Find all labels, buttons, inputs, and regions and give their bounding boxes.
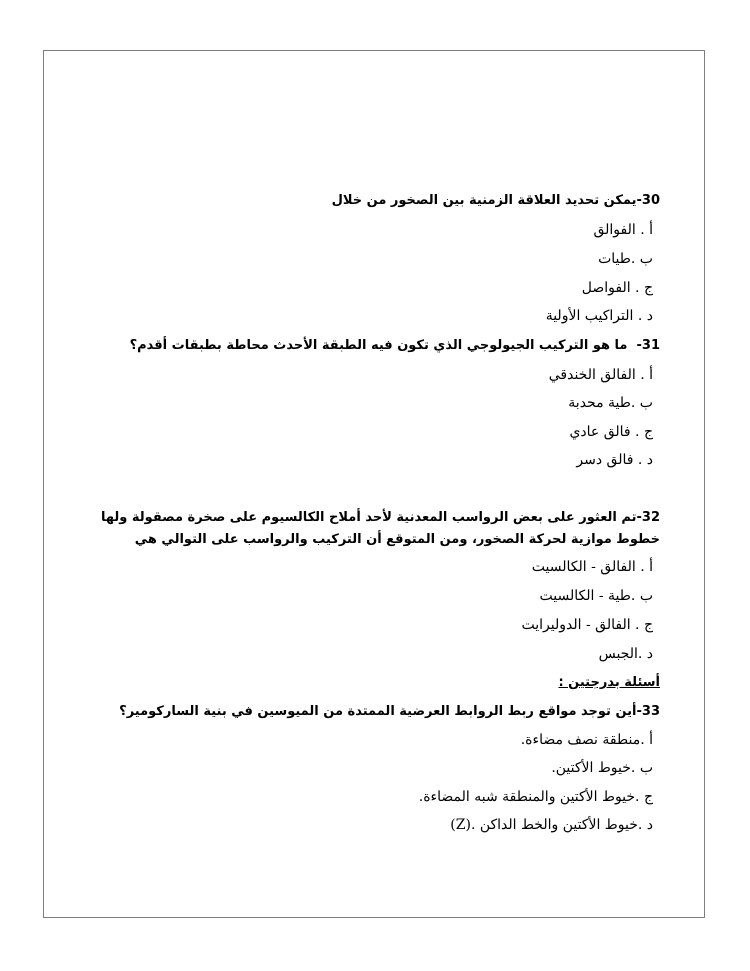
question-31-text: ما هو التركيب الجيولوجي الذي تكون فيه الطبقة الأحدث محاطة بطبقات أقدم؟: [129, 338, 628, 353]
question-32-option-c: ج . الفالق - الدوليرايت: [521, 617, 653, 633]
question-33-option-d: د .خيوط الأكتين والخط الداكن .(Z): [450, 817, 653, 833]
question-31-option-b: ب .طية محدبة: [568, 395, 653, 411]
question-32-option-a: أ . الفالق - الكالسيت: [531, 559, 653, 575]
question-32: [101, 510, 660, 525]
question-30-option-a: أ . الفوالق: [593, 222, 653, 238]
question-32-number: 32-: [636, 510, 660, 525]
question-30-option-c: ج . الفواصل: [581, 280, 653, 296]
page-frame: [43, 50, 705, 918]
question-33-number: 33-: [636, 704, 660, 719]
question-31-number: 31-: [636, 338, 660, 353]
question-30-text: يمكن تحديد العلاقة الزمنية بين الصخور من خلال: [331, 193, 637, 208]
question-33: [119, 704, 660, 719]
question-32-option-b: ب .طية - الكالسيت: [539, 588, 653, 604]
question-32-text-line1: تم العثور على بعض الرواسب المعدنية لأحد أملاح الكالسيوم على صخرة مصقولة ولها: [100, 510, 637, 525]
question-30-number: 30-: [636, 193, 660, 208]
question-31: [130, 338, 660, 353]
question-30-option-d: د . التراكيب الأولية: [545, 308, 653, 324]
question-32-text-line2: خطوط موازية لحركة الصخور، ومن المتوقع أن التركيب والرواسب على التوالي هي: [134, 532, 660, 547]
question-30: [332, 193, 660, 208]
question-32-option-d: د .الجبس: [598, 646, 653, 662]
question-30-option-b: ب .طيات: [598, 251, 653, 267]
question-33-option-a: أ .منطقة نصف مضاءة.: [520, 732, 653, 748]
question-33-text: أين توجد مواقع ربط الروابط العرضية الممتدة من الميوسين في بنية الساركومير؟: [119, 704, 637, 719]
question-33-option-b: ب .خيوط الأكتين.: [551, 760, 653, 776]
question-31-option-c: ج . فالق عادي: [569, 424, 653, 440]
question-31-option-d: د . فالق دسر: [576, 452, 653, 468]
question-33-option-c: ج .خيوط الأكتين والمنطقة شبه المضاءة.: [418, 789, 653, 805]
section-title: أسئلة بدرجتين :: [558, 675, 660, 690]
question-31-option-a: أ . الفالق الخندقي: [548, 367, 653, 383]
